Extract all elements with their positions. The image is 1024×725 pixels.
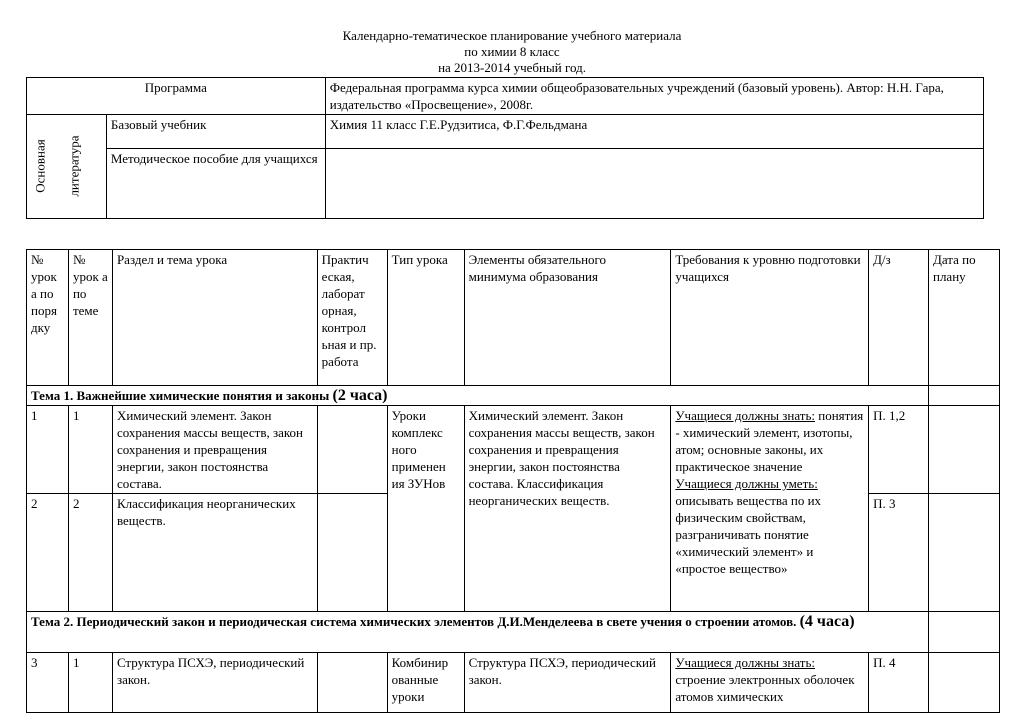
textbook-value: Химия 11 класс Г.Е.Рудзитиса, Ф.Г.Фельдмана — [325, 115, 983, 149]
row2-section: Классификация неорганических веществ. — [112, 494, 317, 612]
row2-practical — [317, 494, 387, 612]
literature-label — [27, 115, 107, 219]
program-value: Федеральная программа курса химии общеобразовательных учреждений (базовый уровень). Автор: Н.Н. Гара, издательство «Просвещение», 2008г. — [325, 78, 983, 115]
row3-num-topic: 1 — [68, 653, 112, 713]
row3-num-order: 3 — [27, 653, 69, 713]
topic1-req-know-label: Учащиеся должны знать: — [675, 408, 816, 423]
topic1-heading — [27, 386, 929, 406]
header-num-order: № урок а по поря дку — [27, 250, 69, 386]
row3-req-know-label: Учащиеся должны знать: — [675, 655, 816, 670]
row2-date — [928, 494, 999, 612]
topic1-requirements — [671, 406, 869, 612]
header-elements: Элементы обязательного минимума образования — [464, 250, 671, 386]
row3-lesson-type: Комбинир ованные уроки — [387, 653, 464, 713]
manual-label: Методическое пособие для учащихся — [106, 149, 325, 219]
doc-title-line2: по химии 8 класс — [464, 44, 560, 59]
row1-num-order: 1 — [27, 406, 69, 494]
topic1-req-can-label: Учащиеся должны уметь: — [675, 476, 818, 491]
info-table — [26, 77, 984, 219]
topic1-req-know: понятия - химический элемент, изотопы, атом; основные законы, их практическое значение — [675, 408, 864, 474]
row3-req-know: строение электронных оболочек атомов химических — [675, 672, 855, 704]
row3-date — [928, 653, 999, 713]
topic1-elements: Химический элемент. Закон сохранения массы веществ, закон сохранения и превращения энергии, закон постоянства состава. Классификация неорганических веществ. — [464, 406, 671, 612]
row2-num-order: 2 — [27, 494, 69, 612]
header-date: Дата по плану — [928, 250, 999, 386]
literature-label-line1: Основная — [32, 139, 48, 193]
row3-homework: П. 4 — [869, 653, 929, 713]
row3-elements: Структура ПСХЭ, периодический закон. — [464, 653, 671, 713]
row1-date — [928, 406, 999, 494]
header-num-topic: № урок а по теме — [68, 250, 112, 386]
header-requirements: Требования к уровню подготовки учащихся — [671, 250, 869, 386]
program-label: Программа — [27, 78, 326, 115]
row1-homework: П. 1,2 — [869, 406, 929, 494]
row3-requirements — [671, 653, 869, 713]
topic2-heading — [27, 612, 929, 653]
row2-homework: П. 3 — [869, 494, 929, 612]
header-homework: Д/з — [869, 250, 929, 386]
topic2-date-cell — [928, 612, 999, 653]
row1-num-topic: 1 — [68, 406, 112, 494]
topic1-date-cell — [928, 386, 999, 406]
topic1-title: Тема 1. Важнейшие химические понятия и законы — [31, 388, 330, 403]
row3-section: Структура ПСХЭ, периодический закон. — [112, 653, 317, 713]
doc-title-line1: Календарно-тематическое планирование учебного материала — [342, 28, 682, 43]
topic1-lesson-type: Уроки комплекс ного применен ия ЗУНов — [387, 406, 464, 612]
row1-section: Химический элемент. Закон сохранения массы веществ, закон сохранения и превращения энергии, закон постоянства состава. — [112, 406, 317, 494]
header-section: Раздел и тема урока — [112, 250, 317, 386]
row2-num-topic: 2 — [68, 494, 112, 612]
row1-practical — [317, 406, 387, 494]
topic2-hours: (4 часа) — [799, 613, 855, 630]
textbook-label: Базовый учебник — [106, 115, 325, 149]
doc-title-line3: на 2013-2014 учебный год. — [438, 60, 586, 75]
topic2-title: Тема 2. Периодический закон и периодическая система химических элементов Д.И.Менделеева в свете учения о строении атомов. — [31, 614, 797, 629]
header-practical: Практич еская, лаборат орная, контрол ьная и пр. работа — [317, 250, 387, 386]
manual-value — [325, 149, 983, 219]
row3-practical — [317, 653, 387, 713]
topic1-req-can: описывать вещества по их физическим свойствам, разграничивать понятие «химический элемент» и «простое вещество» — [675, 493, 822, 576]
header-lesson-type: Тип урока — [387, 250, 464, 386]
literature-label-line2: литература — [66, 135, 82, 197]
topic1-hours: (2 часа) — [332, 387, 388, 404]
plan-table — [26, 249, 1000, 713]
